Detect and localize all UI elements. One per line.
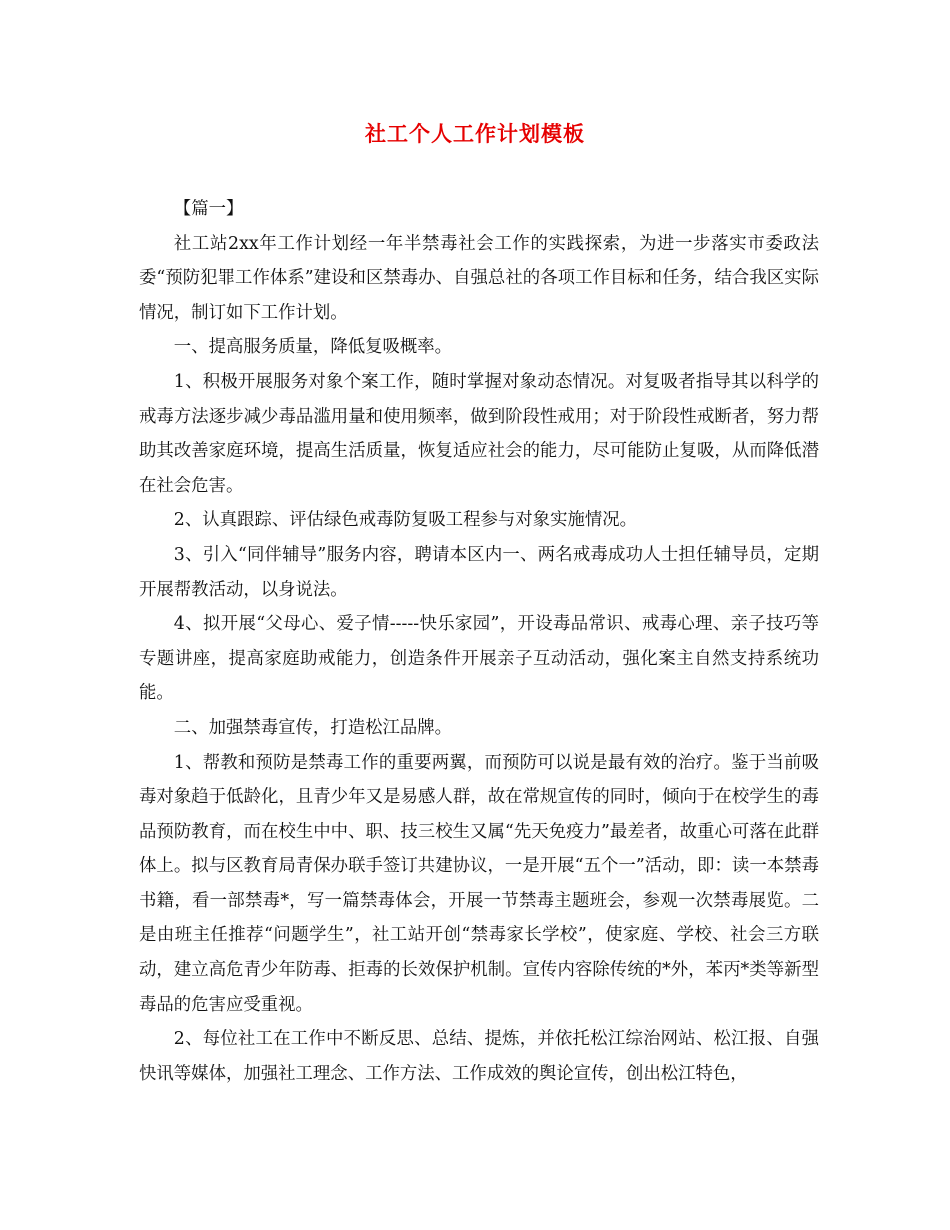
paragraph: 2、认真跟踪、评估绿色戒毒防复吸工程参与对象实施情况。 [173,510,638,531]
document-body [139,192,819,1091]
paragraph: 一、提高服务质量，降低复吸概率。 [173,337,453,358]
paragraph: 4、拟开展“父母心、爱子情-----快乐家园”，开设毒品常识、戒毒心理、亲子技巧等专题讲座，提高家庭助戒能力，创造条件开展亲子互动活动，强化案主自然支持系统功能。 [139,614,819,704]
paragraph: 二、加强禁毒宣传，打造松江品牌。 [173,717,453,738]
paragraph: 2、每位社工在工作中不断反思、总结、提炼，并依托松江综治网站、松江报、自强快讯等媒体，加强社工理念、工作方法、工作成效的舆论宣传，创出松江特色， [139,1029,819,1084]
paragraph: 1、积极开展服务对象个案工作，随时掌握对象动态情况。对复吸者指导其以科学的戒毒方法逐步减少毒品滥用量和使用频率，做到阶段性戒用；对于阶段性戒断者，努力帮助其改善家庭环境，提高生活质量，恢复适应社会的能力，尽可能防止复吸，从而降低潜在社会危害。 [139,371,819,496]
paragraph: 3、引入“同伴辅导”服务内容，聘请本区内一、两名戒毒成功人士担任辅导员，定期开展帮教活动，以身说法。 [139,544,819,600]
document-title: 社工个人工作计划模板 [365,121,585,146]
paragraph: 社工站2xx年工作计划经一年半禁毒社会工作的实践探索，为进一步落实市委政法委“预防犯罪工作体系”建设和区禁毒办、自强总社的各项工作目标和任务，结合我区实际情况，制订如下工作计划。 [139,233,819,323]
paragraph: 1、帮教和预防是禁毒工作的重要两翼，而预防可以说是最有效的治疗。鉴于当前吸毒对象趋于低龄化，且青少年又是易感人群，故在常规宣传的同时，倾向于在校学生的毒品预防教育，而在校生中中、职、技三校生又属“先天免疫力”最差者，故重心可落在此群体上。拟与区教育局青保办联手签订共建协议，一是开展“五个一”活动，即：读一本禁毒书籍，看一部禁毒*，写一篇禁毒体会，开展一节禁毒主题班会，参观一次禁毒展览。二是由班主任推荐“问题学生”，社工站开创“禁毒家长学校”，使家庭、学校、社会三方联动，建立高危青少年防毒、拒毒的长效保护机制。宣传内容除传统的*外，苯丙*类等新型毒品的危害应受重视。 [139,752,819,1015]
section-heading: 【篇一】 [173,199,244,219]
